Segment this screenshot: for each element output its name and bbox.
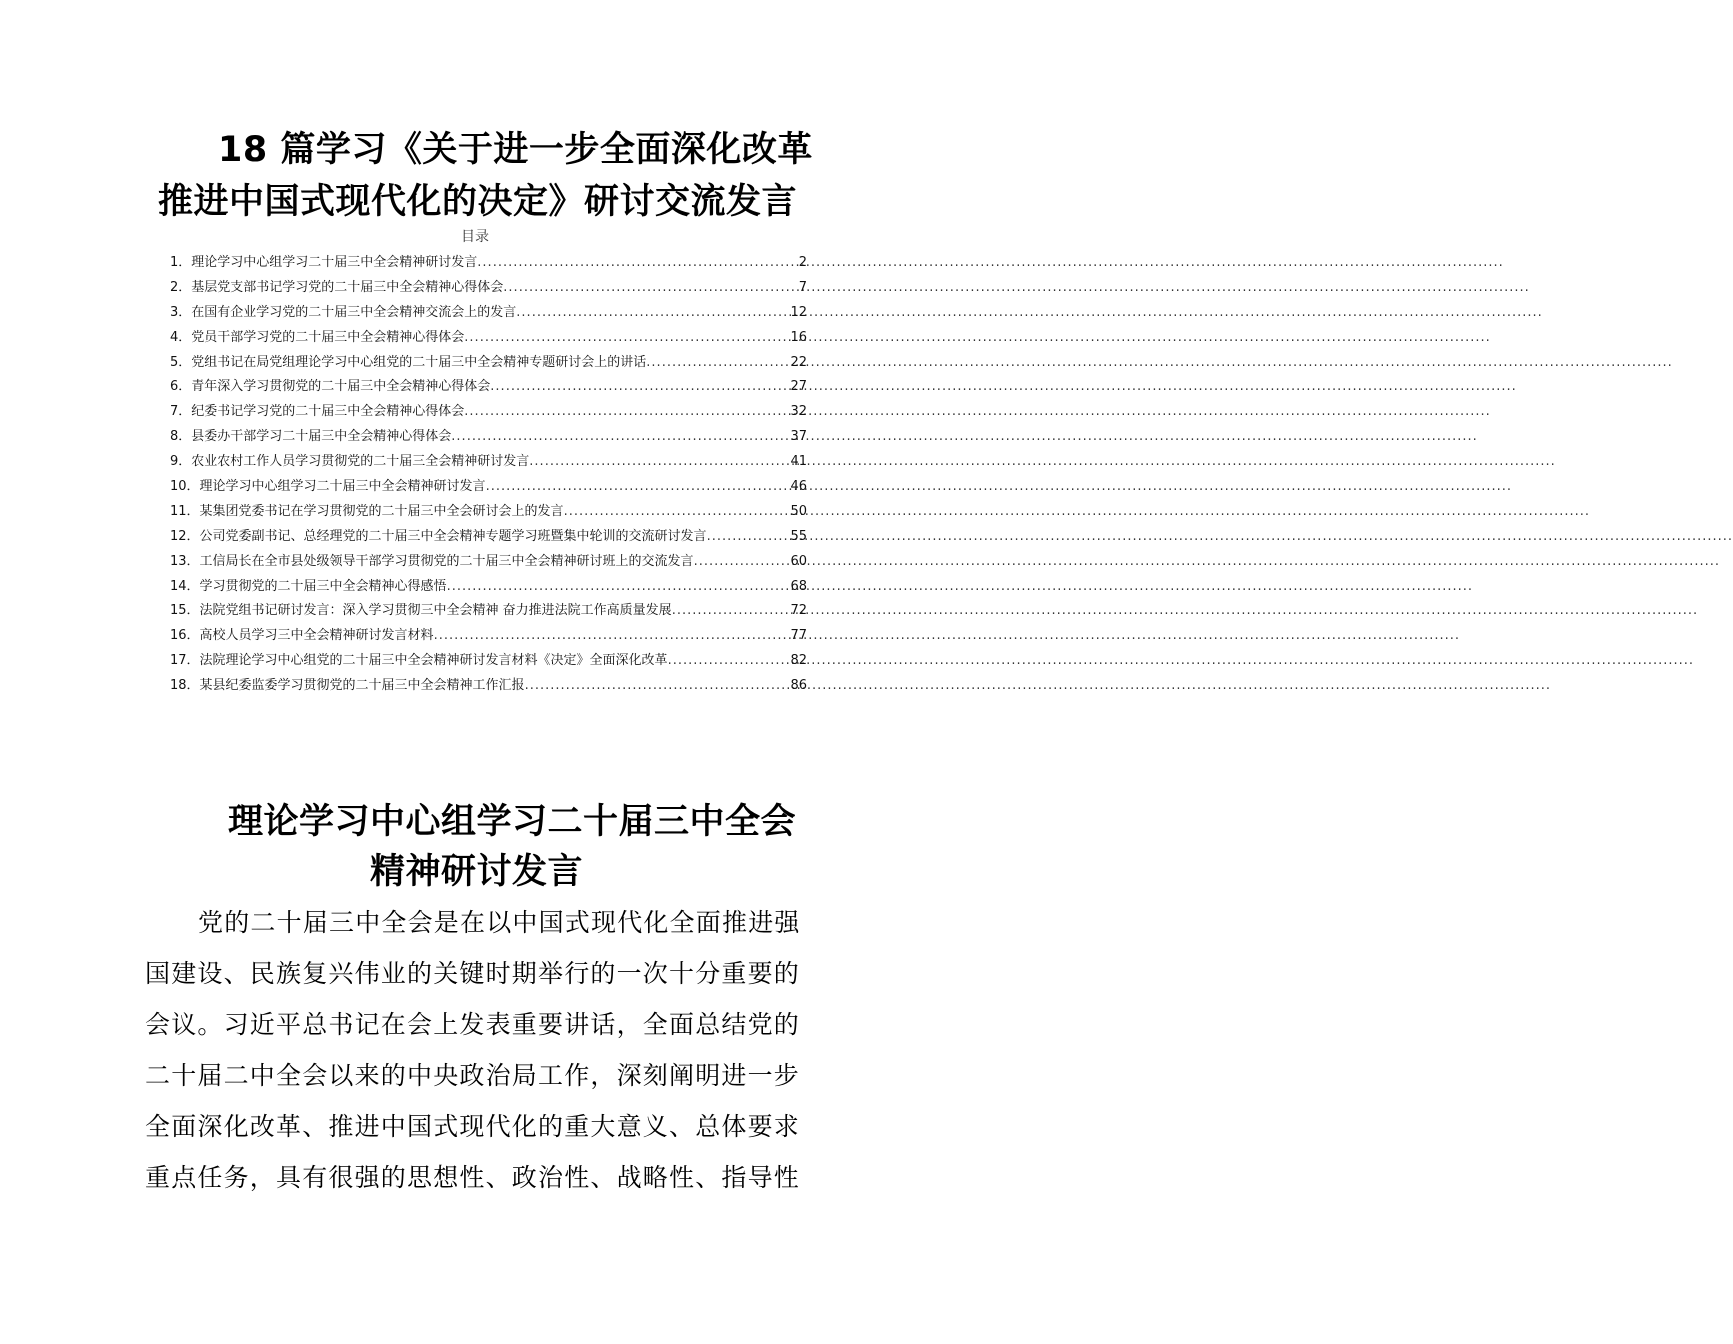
toc-dot-leader bbox=[694, 550, 791, 575]
toc-item-number: 3． bbox=[170, 304, 192, 320]
toc-item-title: 理论学习中心组学习二十届三中全会精神研讨发言 bbox=[191, 255, 478, 270]
toc-item-page: 46 bbox=[790, 479, 807, 495]
toc-item-number: 7． bbox=[170, 404, 192, 420]
toc-item-number: 17． bbox=[170, 653, 200, 669]
toc-item-number: 9． bbox=[170, 454, 192, 470]
toc-item-number: 18． bbox=[170, 678, 200, 694]
toc-item[interactable] bbox=[170, 649, 807, 674]
toc-dot-leader bbox=[477, 251, 798, 276]
document-title-line-1: 18 篇学习《关于进一步全面深化改革 bbox=[218, 130, 813, 170]
toc-item-page: 16 bbox=[790, 329, 807, 345]
toc-item-number: 6． bbox=[170, 379, 192, 395]
body-line: 国建设、民族复兴伟业的关键时期举行的一次十分重要的 bbox=[145, 959, 801, 988]
toc-dot-leader bbox=[564, 500, 791, 525]
toc-item-number: 1． bbox=[170, 255, 192, 270]
toc-item-page: 68 bbox=[790, 578, 807, 594]
toc-item-title: 高校人员学习三中全会精神研讨发言材料 bbox=[199, 628, 434, 644]
body-line: 会议。习近平总书记在会上发表重要讲话，全面总结党的 bbox=[145, 1010, 801, 1039]
toc-dot-leader bbox=[434, 624, 791, 649]
toc-item[interactable] bbox=[170, 301, 807, 326]
body-line: 重点任务，具有很强的思想性、政治性、战略性、指导性 bbox=[145, 1163, 801, 1192]
toc-item-title: 党员干部学习党的二十届三中全会精神心得体会 bbox=[191, 329, 465, 345]
toc-item-title: 理论学习中心组学习二十届三中全会精神研讨发言 bbox=[199, 479, 486, 495]
toc-item-number: 14． bbox=[170, 578, 200, 594]
toc-heading: 目录 bbox=[461, 229, 489, 245]
toc-item-page: 55 bbox=[790, 528, 807, 544]
toc-item-page: 72 bbox=[790, 603, 807, 619]
toc-dot-leader bbox=[516, 301, 790, 326]
toc-item-title: 公司党委副书记、总经理党的二十届三中全会精神专题学习班暨集中轮训的交流研讨发言 bbox=[199, 528, 707, 544]
toc-item[interactable] bbox=[170, 351, 807, 376]
table-of-contents bbox=[170, 251, 807, 699]
toc-dot-leader bbox=[490, 375, 790, 400]
toc-dot-leader bbox=[672, 599, 791, 624]
section-title-line-1: 理论学习中心组学习二十届三中全会 bbox=[228, 802, 797, 842]
toc-item-page: 22 bbox=[790, 354, 807, 370]
toc-item-title: 农业农村工作人员学习贯彻党的二十届三全会精神研讨发言 bbox=[191, 454, 530, 470]
toc-item-title: 某县纪委监委学习贯彻党的二十届三中全会精神工作汇报 bbox=[199, 678, 525, 694]
toc-item-title: 青年深入学习贯彻党的二十届三中全会精神心得体会 bbox=[191, 379, 491, 395]
body-line: 全面深化改革、推进中国式现代化的重大意义、总体要求 bbox=[145, 1112, 801, 1141]
toc-item-page: 2 bbox=[798, 255, 807, 270]
toc-item-number: 12． bbox=[170, 528, 200, 544]
toc-item-number: 16． bbox=[170, 628, 200, 644]
toc-dot-leader bbox=[707, 525, 791, 550]
toc-item-page: 41 bbox=[790, 454, 807, 470]
toc-item-page: 82 bbox=[790, 653, 807, 669]
toc-item-title: 法院党组书记研讨发言：深入学习贯彻三中全会精神 奋力推进法院工作高质量发展 bbox=[199, 603, 672, 619]
toc-dot-leader bbox=[529, 450, 790, 475]
toc-dot-leader bbox=[464, 400, 790, 425]
toc-item[interactable] bbox=[170, 550, 807, 575]
toc-item[interactable] bbox=[170, 525, 807, 550]
toc-item[interactable] bbox=[170, 575, 807, 600]
toc-item-number: 4． bbox=[170, 329, 192, 345]
body-line: 党的二十届三中全会是在以中国式现代化全面推进强 bbox=[198, 908, 801, 937]
document-title-line-2: 推进中国式现代化的决定》研讨交流发言 bbox=[158, 182, 798, 222]
toc-item-page: 86 bbox=[790, 678, 807, 694]
toc-item-number: 2． bbox=[170, 279, 192, 295]
toc-dot-leader bbox=[451, 425, 790, 450]
toc-item-title: 工信局长在全市县处级领导干部学习贯彻党的二十届三中全会精神研讨班上的交流发言 bbox=[199, 553, 694, 569]
toc-dot-leader bbox=[464, 326, 790, 351]
toc-dot-leader bbox=[646, 351, 790, 376]
toc-item-title: 党组书记在局党组理论学习中心组党的二十届三中全会精神专题研讨会上的讲话 bbox=[191, 354, 647, 370]
toc-item-number: 15． bbox=[170, 603, 200, 619]
toc-item-page: 37 bbox=[790, 429, 807, 445]
toc-item[interactable] bbox=[170, 674, 807, 699]
toc-item[interactable] bbox=[170, 475, 807, 500]
toc-item-page: 77 bbox=[790, 628, 807, 644]
toc-item[interactable] bbox=[170, 326, 807, 351]
body-paragraph bbox=[145, 897, 807, 1203]
toc-item-page: 12 bbox=[790, 304, 807, 320]
toc-item-title: 法院理论学习中心组党的二十届三中全会精神研讨发言材料《决定》全面深化改革 bbox=[199, 653, 668, 669]
toc-item-number: 13． bbox=[170, 553, 200, 569]
toc-item-page: 32 bbox=[790, 404, 807, 420]
toc-item-page: 50 bbox=[790, 503, 807, 519]
toc-item[interactable] bbox=[170, 276, 807, 301]
toc-dot-leader bbox=[525, 674, 791, 699]
toc-item-title: 学习贯彻党的二十届三中全会精神心得感悟 bbox=[199, 578, 447, 594]
toc-item[interactable] bbox=[170, 500, 807, 525]
toc-item[interactable] bbox=[170, 251, 807, 276]
toc-dot-leader bbox=[503, 276, 798, 301]
toc-item[interactable] bbox=[170, 624, 807, 649]
toc-item[interactable] bbox=[170, 400, 807, 425]
toc-item-title: 县委办干部学习二十届三中全会精神心得体会 bbox=[191, 429, 452, 445]
toc-item-number: 10． bbox=[170, 479, 200, 495]
toc-item[interactable] bbox=[170, 599, 807, 624]
body-line: 二十届二中全会以来的中央政治局工作，深刻阐明进一步 bbox=[145, 1061, 801, 1090]
toc-dot-leader bbox=[668, 649, 791, 674]
toc-item-number: 8． bbox=[170, 429, 192, 445]
toc-item-page: 60 bbox=[790, 553, 807, 569]
toc-dot-leader bbox=[447, 575, 791, 600]
toc-item-page: 27 bbox=[790, 379, 807, 395]
toc-item-number: 11． bbox=[170, 503, 200, 519]
toc-item-title: 某集团党委书记在学习贯彻党的二十届三中全会研讨会上的发言 bbox=[199, 503, 564, 519]
toc-item[interactable] bbox=[170, 375, 807, 400]
toc-item[interactable] bbox=[170, 450, 807, 475]
toc-item-title: 基层党支部书记学习党的二十届三中全会精神心得体会 bbox=[191, 279, 504, 295]
toc-item-title: 在国有企业学习党的二十届三中全会精神交流会上的发言 bbox=[191, 304, 517, 320]
toc-item-page: 7 bbox=[798, 279, 807, 295]
toc-item[interactable] bbox=[170, 425, 807, 450]
toc-dot-leader bbox=[486, 475, 791, 500]
toc-item-title: 纪委书记学习党的二十届三中全会精神心得体会 bbox=[191, 404, 465, 420]
section-title-line-2: 精神研讨发言 bbox=[370, 852, 584, 892]
toc-item-number: 5． bbox=[170, 354, 192, 370]
